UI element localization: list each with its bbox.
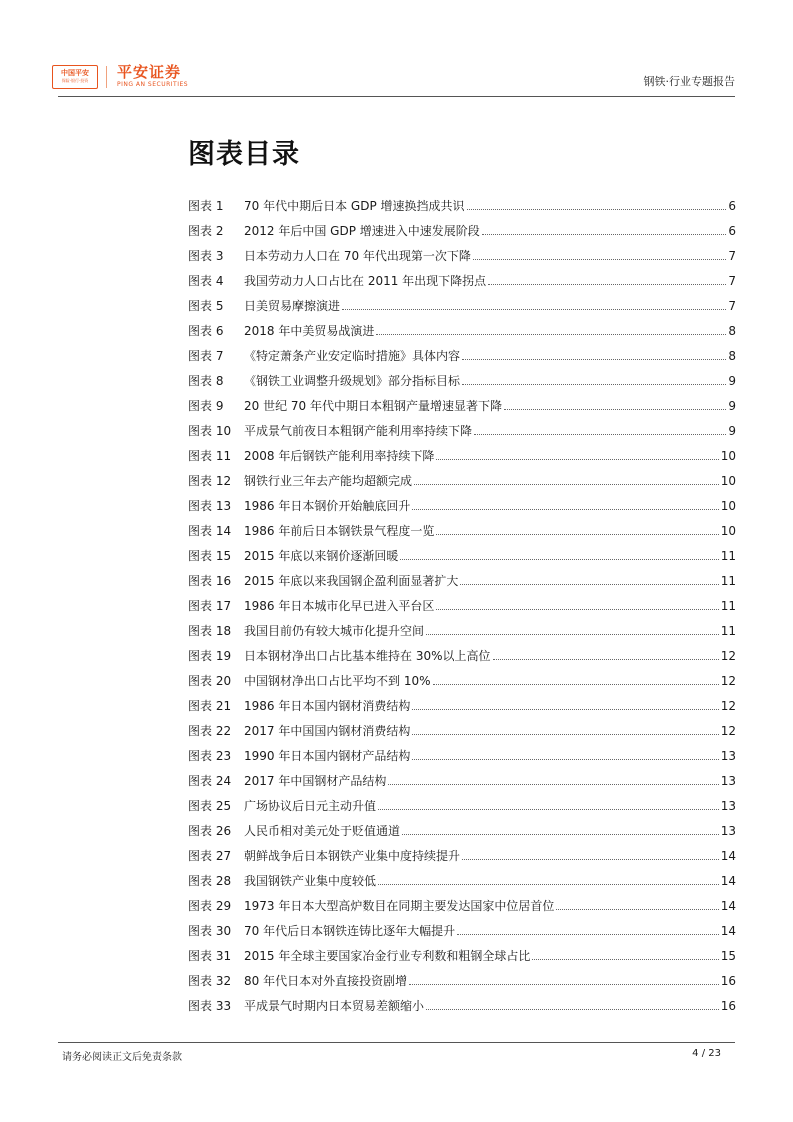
toc-entry[interactable] <box>188 738 736 763</box>
toc-entry-title: 2018 年中美贸易战演进 <box>244 324 375 338</box>
securities-logo <box>117 64 188 89</box>
toc-entry-number: 图表 11 <box>188 449 232 463</box>
toc-dot-leader <box>462 859 719 860</box>
toc-entry-page: 12 <box>720 699 736 713</box>
toc-dot-leader <box>378 884 719 885</box>
logo-name-en: PING AN SECURITIES <box>117 81 189 88</box>
toc-entry-number: 图表 29 <box>188 899 232 913</box>
toc-entry-number: 图表 6 <box>188 324 224 338</box>
toc-entry-number: 图表 18 <box>188 624 232 638</box>
toc-entry-number: 图表 33 <box>188 999 232 1013</box>
toc-dot-leader <box>460 584 718 585</box>
toc-entry[interactable] <box>188 613 736 638</box>
toc-entry[interactable] <box>188 213 736 238</box>
toc-dot-leader <box>532 959 718 960</box>
toc-entry-page: 14 <box>720 874 736 888</box>
toc-entry[interactable] <box>188 188 736 213</box>
toc-entry-page: 10 <box>720 474 736 488</box>
footer-divider <box>58 1042 735 1043</box>
toc-dot-leader <box>433 684 719 685</box>
toc-entry-number: 图表 25 <box>188 799 232 813</box>
toc-entry-title: 平成景气前夜日本粗钢产能利用率持续下降 <box>244 424 473 438</box>
toc-entry-title: 广场协议后日元主动升值 <box>244 799 377 813</box>
toc-entry-page: 14 <box>720 899 736 913</box>
toc-entry-page: 11 <box>720 549 736 563</box>
toc-dot-leader <box>409 984 719 985</box>
toc-entry[interactable] <box>188 413 736 438</box>
toc-entry-title: 中国钢材净出口占比平均不到 10% <box>244 674 431 688</box>
toc-dot-leader <box>412 709 718 710</box>
toc-entry[interactable] <box>188 438 736 463</box>
toc-dot-leader <box>376 334 726 335</box>
toc-entry-title: 朝鲜战争后日本钢铁产业集中度持续提升 <box>244 849 461 863</box>
toc-entry[interactable] <box>188 338 736 363</box>
toc-entry-page: 13 <box>720 824 736 838</box>
logo-box-main-text: 中国平安 <box>61 69 89 77</box>
toc-entry[interactable] <box>188 288 736 313</box>
toc-entry-number: 图表 8 <box>188 374 224 388</box>
toc-entry-title: 2008 年后钢铁产能利用率持续下降 <box>244 449 435 463</box>
toc-entry-number: 图表 15 <box>188 549 232 563</box>
toc-entry-number: 图表 30 <box>188 924 232 938</box>
toc-entry-page: 11 <box>720 574 736 588</box>
toc-entry[interactable] <box>188 713 736 738</box>
toc-entry-page: 11 <box>720 599 736 613</box>
toc-entry-page: 14 <box>720 924 736 938</box>
toc-entry-page: 9 <box>728 399 736 413</box>
toc-entry-title: 20 世纪 70 年代中期日本粗钢产量增速显著下降 <box>244 399 502 413</box>
report-category: 钢铁·行业专题报告 <box>643 75 735 88</box>
toc-entry[interactable] <box>188 888 736 913</box>
toc-entry-title: 日美贸易摩擦演进 <box>244 299 341 313</box>
toc-entry-page: 14 <box>720 849 736 863</box>
toc-entry-number: 图表 23 <box>188 749 232 763</box>
toc-entry-title: 2017 年中国国内钢材消费结构 <box>244 724 411 738</box>
toc-entry-title: 2015 年底以来钢价逐渐回暖 <box>244 549 399 563</box>
toc-entry-title: 《钢铁工业调整升级规划》部分指标目标 <box>244 374 461 388</box>
toc-entry-number: 图表 17 <box>188 599 232 613</box>
figure-list <box>188 188 736 1013</box>
toc-entry-page: 10 <box>720 499 736 513</box>
toc-entry-title: 2015 年底以来我国钢企盈利面显著扩大 <box>244 574 459 588</box>
toc-entry[interactable] <box>188 513 736 538</box>
toc-entry[interactable] <box>188 563 736 588</box>
toc-dot-leader <box>436 609 718 610</box>
toc-entry-title: 我国目前仍有较大城市化提升空间 <box>244 624 425 638</box>
toc-entry-page: 9 <box>728 374 736 388</box>
toc-entry-number: 图表 31 <box>188 949 232 963</box>
toc-entry-title: 2012 年后中国 GDP 增速进入中速发展阶段 <box>244 224 480 238</box>
toc-entry[interactable] <box>188 313 736 338</box>
toc-entry-page: 16 <box>720 974 736 988</box>
toc-entry-number: 图表 5 <box>188 299 224 313</box>
page-title: 图表目录 <box>188 139 300 170</box>
toc-dot-leader <box>504 409 726 410</box>
toc-entry-number: 图表 13 <box>188 499 232 513</box>
toc-entry-page: 6 <box>728 199 736 213</box>
toc-entry[interactable] <box>188 388 736 413</box>
toc-entry-title: 我国钢铁产业集中度较低 <box>244 874 377 888</box>
toc-entry-title: 1990 年日本国内钢材产品结构 <box>244 749 411 763</box>
toc-dot-leader <box>414 484 719 485</box>
toc-entry-page: 15 <box>720 949 736 963</box>
toc-entry[interactable] <box>188 463 736 488</box>
toc-entry-number: 图表 27 <box>188 849 232 863</box>
toc-dot-leader <box>482 234 727 235</box>
toc-entry-page: 9 <box>728 424 736 438</box>
toc-entry-title: 人民币相对美元处于贬值通道 <box>244 824 401 838</box>
toc-entry-number: 图表 1 <box>188 199 224 213</box>
toc-entry[interactable] <box>188 813 736 838</box>
toc-entry[interactable] <box>188 663 736 688</box>
toc-dot-leader <box>457 934 719 935</box>
toc-entry-title: 70 年代中期后日本 GDP 增速换挡成共识 <box>244 199 465 213</box>
toc-entry-page: 6 <box>728 224 736 238</box>
toc-entry-page: 12 <box>720 649 736 663</box>
toc-dot-leader <box>556 909 718 910</box>
toc-dot-leader <box>467 209 727 210</box>
toc-dot-leader <box>462 384 726 385</box>
toc-entry-number: 图表 2 <box>188 224 224 238</box>
toc-entry-page: 7 <box>728 299 736 313</box>
toc-dot-leader <box>462 359 726 360</box>
toc-entry-number: 图表 12 <box>188 474 232 488</box>
toc-entry-page: 16 <box>720 999 736 1013</box>
toc-entry-title: 1986 年前后日本钢铁景气程度一览 <box>244 524 435 538</box>
toc-entry-number: 图表 19 <box>188 649 232 663</box>
toc-entry-number: 图表 16 <box>188 574 232 588</box>
footer-disclaimer: 请务必阅读正文后免责条款 <box>62 1052 182 1063</box>
toc-dot-leader <box>474 434 726 435</box>
toc-dot-leader <box>426 634 719 635</box>
brand-logo <box>52 64 188 89</box>
toc-entry-page: 13 <box>720 799 736 813</box>
logo-divider <box>106 66 107 88</box>
toc-entry[interactable] <box>188 963 736 988</box>
toc-entry[interactable] <box>188 838 736 863</box>
toc-entry-number: 图表 10 <box>188 424 232 438</box>
toc-dot-leader <box>412 759 718 760</box>
toc-entry-number: 图表 32 <box>188 974 232 988</box>
toc-dot-leader <box>488 284 726 285</box>
toc-entry-title: 2017 年中国钢材产品结构 <box>244 774 387 788</box>
logo-box-sub-text: 保险·银行·投资 <box>61 78 89 83</box>
toc-entry-page: 10 <box>720 524 736 538</box>
toc-entry[interactable] <box>188 788 736 813</box>
toc-entry-number: 图表 20 <box>188 674 232 688</box>
toc-entry-number: 图表 24 <box>188 774 232 788</box>
toc-entry-page: 8 <box>728 349 736 363</box>
toc-entry[interactable] <box>188 488 736 513</box>
toc-entry-title: 1986 年日本国内钢材消费结构 <box>244 699 411 713</box>
toc-entry[interactable] <box>188 938 736 963</box>
toc-entry-page: 7 <box>728 274 736 288</box>
toc-dot-leader <box>402 834 719 835</box>
toc-entry[interactable] <box>188 763 736 788</box>
toc-dot-leader <box>473 259 726 260</box>
toc-entry[interactable] <box>188 538 736 563</box>
page-number: 4 / 23 <box>692 1048 721 1059</box>
toc-entry-title: 2015 年全球主要国家冶金行业专利数和粗钢全球占比 <box>244 949 531 963</box>
toc-dot-leader <box>388 784 718 785</box>
ping-an-group-logo <box>52 65 98 89</box>
toc-entry-page: 8 <box>728 324 736 338</box>
toc-entry-page: 11 <box>720 624 736 638</box>
toc-entry-number: 图表 26 <box>188 824 232 838</box>
toc-entry-title: 1986 年日本城市化早已进入平台区 <box>244 599 435 613</box>
toc-entry-number: 图表 9 <box>188 399 224 413</box>
toc-dot-leader <box>436 534 718 535</box>
toc-entry-page: 12 <box>720 674 736 688</box>
toc-entry[interactable] <box>188 988 736 1013</box>
toc-entry-title: 1973 年日本大型高炉数目在同期主要发达国家中位居首位 <box>244 899 555 913</box>
toc-entry-title: 日本钢材净出口占比基本维持在 30%以上高位 <box>244 649 491 663</box>
toc-entry-number: 图表 22 <box>188 724 232 738</box>
toc-entry-title: 平成景气时期内日本贸易差额缩小 <box>244 999 425 1013</box>
toc-entry-title: 80 年代日本对外直接投资剧增 <box>244 974 408 988</box>
toc-dot-leader <box>342 309 726 310</box>
header-divider <box>58 96 735 97</box>
toc-entry-title: 1986 年日本钢价开始触底回升 <box>244 499 411 513</box>
toc-entry-number: 图表 14 <box>188 524 232 538</box>
toc-entry[interactable] <box>188 863 736 888</box>
toc-entry-title: 70 年代后日本钢铁连铸比逐年大幅提升 <box>244 924 456 938</box>
toc-dot-leader <box>400 559 718 560</box>
toc-entry-number: 图表 3 <box>188 249 224 263</box>
toc-entry-page: 10 <box>720 449 736 463</box>
toc-entry-page: 13 <box>720 774 736 788</box>
toc-entry[interactable] <box>188 588 736 613</box>
toc-entry-title: 日本劳动力人口在 70 年代出现第一次下降 <box>244 249 471 263</box>
toc-dot-leader <box>436 459 718 460</box>
toc-entry-title: 我国劳动力人口占比在 2011 年出现下降拐点 <box>244 274 487 288</box>
logo-name: 平安证券 <box>117 63 182 81</box>
toc-entry-number: 图表 4 <box>188 274 224 288</box>
toc-entry-number: 图表 7 <box>188 349 224 363</box>
toc-entry[interactable] <box>188 263 736 288</box>
toc-entry-page: 12 <box>720 724 736 738</box>
toc-entry-title: 《特定萧条产业安定临时措施》具体内容 <box>244 349 461 363</box>
toc-entry-page: 13 <box>720 749 736 763</box>
toc-dot-leader <box>378 809 719 810</box>
toc-entry-title: 钢铁行业三年去产能均超额完成 <box>244 474 413 488</box>
toc-entry[interactable] <box>188 238 736 263</box>
toc-dot-leader <box>493 659 719 660</box>
toc-entry[interactable] <box>188 913 736 938</box>
toc-dot-leader <box>412 509 718 510</box>
toc-entry-page: 7 <box>728 249 736 263</box>
toc-entry[interactable] <box>188 638 736 663</box>
toc-entry[interactable] <box>188 363 736 388</box>
toc-entry[interactable] <box>188 688 736 713</box>
toc-dot-leader <box>412 734 718 735</box>
toc-entry-number: 图表 28 <box>188 874 232 888</box>
toc-dot-leader <box>426 1009 719 1010</box>
toc-entry-number: 图表 21 <box>188 699 232 713</box>
